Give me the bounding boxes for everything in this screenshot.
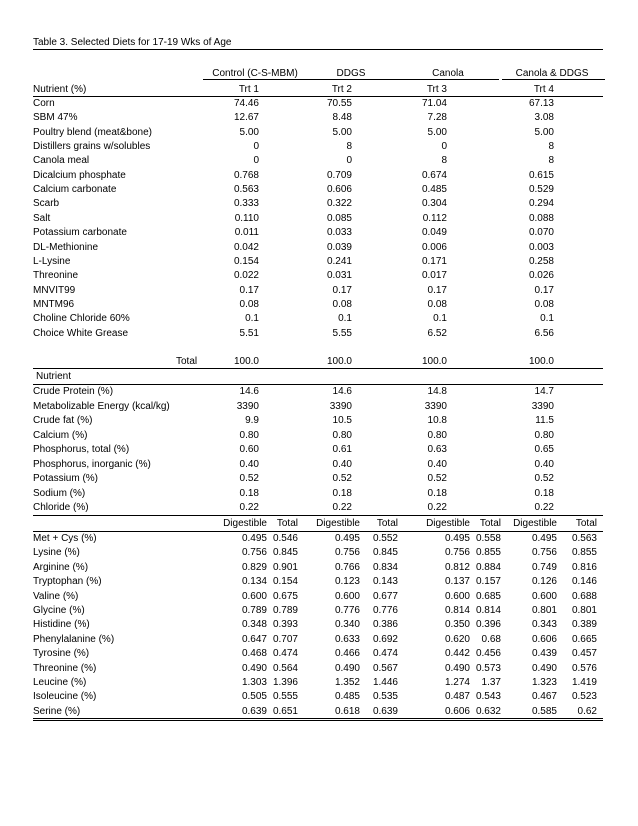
table-cell: 0.855 [571, 547, 597, 559]
table-cell: 10.5 [332, 415, 352, 426]
table-cell: 0.490 [531, 662, 557, 674]
table-cell: 0.031 [326, 270, 352, 282]
table-cell: 0.294 [528, 198, 554, 210]
table-cell: 14.8 [427, 386, 447, 397]
row-label: Salt [33, 212, 51, 224]
table-cell: 0.08 [534, 298, 554, 310]
row-label: Choice White Grease [33, 327, 129, 339]
table-cell: 0.639 [372, 705, 398, 717]
table-cell: 0.756 [444, 547, 470, 559]
table-cell: 0.558 [475, 533, 501, 544]
row-label: Tryptophan (%) [33, 576, 102, 588]
row-label: Crude fat (%) [33, 415, 93, 426]
table-title: Table 3. Selected Diets for 17-19 Wks of Age [33, 37, 232, 48]
row-label: Choline Chloride 60% [33, 313, 130, 325]
table-cell: 0.756 [241, 547, 267, 559]
table-cell: 0.304 [421, 198, 447, 210]
row-label: L-Lysine [33, 255, 71, 267]
table-cell: 0.08 [427, 298, 447, 310]
table-cell: 0.749 [531, 561, 557, 573]
table-cell: 0.17 [239, 284, 259, 296]
table-cell: 0.756 [531, 547, 557, 559]
table-cell: 0.40 [332, 458, 352, 470]
row-label: Potassium carbonate [33, 227, 127, 239]
table-cell: 0.639 [241, 705, 267, 717]
row-label: SBM 47% [33, 112, 78, 124]
row-label: MNTM96 [33, 298, 75, 310]
table-cell: 0.18 [427, 487, 447, 499]
table-cell: 0.343 [531, 619, 557, 631]
trt-header-4: Trt 4 [533, 84, 554, 95]
table-cell: 0.52 [239, 473, 259, 484]
table-cell: 5.00 [332, 126, 352, 138]
row-label: Phenylalanine (%) [33, 633, 115, 645]
table-cell: 0.18 [332, 487, 352, 499]
table-cell: 0.834 [372, 561, 398, 573]
row-label: Poultry blend (meat&bone) [33, 126, 152, 138]
table-cell: 0.63 [427, 444, 447, 455]
table-cell: 0.123 [334, 576, 360, 588]
table-cell: 1.419 [571, 677, 597, 688]
table-cell: 0.632 [475, 705, 501, 717]
table-cell: 0.845 [372, 547, 398, 559]
table-cell: 0.467 [531, 691, 557, 703]
row-label: Tyrosine (%) [33, 648, 90, 660]
row-label: Valine (%) [33, 590, 79, 602]
table-cell: 0.112 [422, 212, 447, 224]
table-cell: 0.042 [233, 241, 259, 253]
amino-header-row [0, 516, 638, 532]
table-cell: 0.552 [372, 533, 398, 544]
table-cell: 0.80 [332, 429, 352, 441]
table-cell: 0.674 [421, 169, 447, 181]
total-cell: 100.0 [326, 356, 352, 367]
table-cell: 0.600 [444, 590, 470, 602]
table-cell: 0.157 [475, 576, 501, 588]
table-cell: 0.022 [233, 270, 259, 282]
table-cell: 0.665 [571, 633, 597, 645]
row-label: Arginine (%) [33, 561, 89, 573]
row-label: Chloride (%) [33, 502, 89, 513]
trt-header-1: Trt 1 [238, 84, 259, 95]
title-underline [33, 49, 603, 50]
table-cell: 0.350 [444, 619, 470, 631]
group-header-canola: Canola [432, 68, 464, 79]
table-cell: 0.466 [334, 648, 360, 660]
table-cell: 0.65 [534, 444, 554, 455]
table-cell: 0.40 [534, 458, 554, 470]
table-cell: 0.884 [475, 561, 501, 573]
digestible-header: Digestible [316, 518, 360, 529]
table-cell: 0.814 [475, 605, 501, 616]
table-cell: 1.396 [272, 677, 298, 688]
table-cell: 1.352 [334, 677, 360, 688]
table-cell: 0.40 [239, 458, 259, 470]
table-cell: 0.110 [234, 212, 259, 224]
table-cell: 14.6 [239, 386, 259, 397]
row-label: Threonine (%) [33, 662, 97, 674]
table-cell: 0.474 [372, 648, 398, 660]
table-cell: 0.62 [577, 705, 597, 717]
table-cell: 0.523 [571, 691, 597, 703]
table-cell: 0.126 [531, 576, 557, 588]
table-cell: 0.490 [241, 662, 267, 674]
row-label: Distillers grains w/solubles [33, 141, 151, 153]
table-cell: 3.08 [534, 112, 554, 124]
table-cell: 0.615 [528, 169, 554, 181]
table-cell: 0.68 [481, 633, 501, 645]
table-cell: 0.845 [272, 547, 298, 559]
table-cell: 0.529 [528, 184, 554, 196]
table-cell: 0.22 [332, 502, 352, 513]
table-cell: 0.789 [272, 605, 298, 616]
row-label: MNVIT99 [33, 284, 76, 296]
table-cell: 8.48 [332, 112, 352, 124]
table-cell: 14.7 [534, 386, 554, 397]
table-cell: 0.52 [332, 473, 352, 484]
table-cell: 1.323 [531, 677, 557, 688]
row-label: Met + Cys (%) [33, 533, 97, 544]
table-cell: 0.22 [427, 502, 447, 513]
table-cell: 0.08 [239, 298, 259, 310]
table-cell: 0.22 [239, 502, 259, 513]
bottom-rule-1 [33, 718, 603, 719]
ingredient-row [0, 326, 638, 342]
row-label: Calcium (%) [33, 429, 88, 441]
table-cell: 0.17 [332, 284, 352, 296]
table-cell: 0.675 [272, 590, 298, 602]
table-cell: 0.600 [241, 590, 267, 602]
table-cell: 0.154 [233, 255, 259, 267]
table-cell: 3390 [236, 400, 259, 412]
row-label: Phosphorus, total (%) [33, 444, 130, 455]
row-label: Phosphorus, inorganic (%) [33, 458, 151, 470]
table-cell: 1.446 [372, 677, 398, 688]
table-cell: 8 [548, 155, 554, 167]
table-cell: 0.535 [372, 691, 398, 703]
table-cell: 0.011 [234, 227, 259, 239]
table-cell: 0.80 [534, 429, 554, 441]
total-cell: 100.0 [233, 356, 259, 367]
table-cell: 0.789 [241, 605, 267, 616]
table-cell: 0.146 [571, 576, 597, 588]
table-cell: 0.495 [241, 533, 267, 544]
table-cell: 0.333 [233, 198, 259, 210]
group-underline-2 [301, 79, 401, 80]
table-cell: 0.003 [528, 241, 554, 253]
table-cell: 0.688 [571, 590, 597, 602]
total-header: Total [575, 518, 597, 529]
table-cell: 0.543 [475, 691, 501, 703]
table-cell: 0.322 [326, 198, 352, 210]
table-cell: 74.46 [233, 98, 259, 109]
table-cell: 71.04 [421, 98, 447, 109]
table-cell: 0.08 [332, 298, 352, 310]
total-cell: 100.0 [421, 356, 447, 367]
trt-header-3: Trt 3 [426, 84, 447, 95]
table-cell: 6.52 [427, 327, 447, 339]
table-cell: 0.766 [334, 561, 360, 573]
row-label: Potassium (%) [33, 473, 99, 484]
table-cell: 3390 [329, 400, 352, 412]
table-cell: 0.468 [241, 648, 267, 660]
total-label: Total [176, 356, 198, 367]
table-cell: 70.55 [326, 98, 352, 109]
table-cell: 0.576 [571, 662, 597, 674]
table-cell: 0.22 [534, 502, 554, 513]
table-cell: 0.340 [334, 619, 360, 631]
table-cell: 0 [253, 141, 259, 153]
row-label: Sodium (%) [33, 487, 86, 499]
table-cell: 0.80 [239, 429, 259, 441]
table-cell: 0.677 [372, 590, 398, 602]
table-cell: 0.026 [528, 270, 554, 282]
row-label: Threonine [33, 270, 79, 282]
row-label: Corn [33, 98, 55, 109]
table-cell: 0.756 [334, 547, 360, 559]
table-cell: 0.049 [421, 227, 447, 239]
table-cell: 3390 [531, 400, 554, 412]
table-cell: 0.563 [571, 533, 597, 544]
table-cell: 0.606 [326, 184, 352, 196]
table-cell: 0.768 [233, 169, 259, 181]
table-cell: 0.829 [241, 561, 267, 573]
nutrient-row [0, 500, 638, 516]
table-cell: 0.241 [326, 255, 352, 267]
table-cell: 0.812 [444, 561, 470, 573]
group-header-control: Control (C-S-MBM) [212, 68, 298, 79]
table-cell: 8 [346, 141, 352, 153]
trt-header-2: Trt 2 [331, 84, 352, 95]
table-cell: 0.776 [334, 605, 360, 616]
table-cell: 0.40 [427, 458, 447, 470]
row-label: Serine (%) [33, 705, 81, 717]
table-cell: 0.707 [272, 633, 298, 645]
table-cell: 0.033 [326, 227, 352, 239]
table-cell: 0.171 [421, 255, 447, 267]
table-cell: 0.490 [334, 662, 360, 674]
total-header: Total [376, 518, 398, 529]
table-cell: 0.567 [372, 662, 398, 674]
table-cell: 5.00 [427, 126, 447, 138]
table-cell: 0 [441, 141, 447, 153]
table-cell: 0.088 [528, 212, 554, 224]
table-cell: 3390 [424, 400, 447, 412]
table-cell: 12.67 [233, 112, 259, 124]
table-cell: 0.564 [272, 662, 298, 674]
table-cell: 10.8 [427, 415, 447, 426]
total-cell: 100.0 [528, 356, 554, 367]
total-header: Total [276, 518, 298, 529]
table-cell: 0.006 [421, 241, 447, 253]
group-underline-3 [397, 79, 499, 80]
table-cell: 0.505 [241, 691, 267, 703]
table-cell: 0.685 [475, 590, 501, 602]
table-cell: 0.18 [239, 487, 259, 499]
table-cell: 5.51 [239, 327, 259, 339]
row-label: Isoleucine (%) [33, 691, 97, 703]
table-cell: 0.396 [475, 619, 501, 631]
table-cell: 0.692 [372, 633, 398, 645]
table-cell: 0.393 [272, 619, 298, 631]
bottom-rule-2 [33, 720, 603, 721]
table-cell: 1.303 [241, 677, 267, 688]
table-cell: 0.134 [241, 576, 267, 588]
table-cell: 0.585 [531, 705, 557, 717]
row-label: Calcium carbonate [33, 184, 117, 196]
group-underline-4 [502, 79, 605, 80]
table-cell: 0.17 [534, 284, 554, 296]
table-cell: 8 [441, 155, 447, 167]
table-cell: 1.37 [481, 677, 501, 688]
row-label: Leucine (%) [33, 677, 87, 688]
table-cell: 0.039 [326, 241, 352, 253]
table-cell: 0.18 [534, 487, 554, 499]
table-cell: 0.801 [571, 605, 597, 616]
nutrient-section-row [0, 369, 638, 385]
table-cell: 0.474 [272, 648, 298, 660]
table-cell: 0.61 [332, 444, 352, 455]
table-cell: 0.495 [444, 533, 470, 544]
table-cell: 0.600 [334, 590, 360, 602]
table-cell: 0.80 [427, 429, 447, 441]
table-cell: 0.495 [531, 533, 557, 544]
total-header: Total [479, 518, 501, 529]
group-header-canola-ddgs: Canola & DDGS [515, 68, 589, 79]
table-cell: 0.258 [528, 255, 554, 267]
digestible-header: Digestible [223, 518, 267, 529]
nutrient-section-label: Nutrient [36, 371, 72, 382]
table-cell: 9.9 [245, 415, 259, 426]
table-cell: 5.00 [239, 126, 259, 138]
digestible-header: Digestible [426, 518, 470, 529]
table-cell: 0.620 [444, 633, 470, 645]
table-cell: 0.456 [475, 648, 501, 660]
table-cell: 0.816 [571, 561, 597, 573]
table-cell: 0.901 [272, 561, 298, 573]
table-cell: 0.457 [571, 648, 597, 660]
nutrient-header: Nutrient (%) [33, 84, 87, 95]
table-cell: 0.154 [272, 576, 298, 588]
table-cell: 0.137 [444, 576, 470, 588]
table-cell: 0.606 [531, 633, 557, 645]
table-cell: 0.709 [326, 169, 352, 181]
row-label: DL-Methionine [33, 241, 99, 253]
table-cell: 0.085 [326, 212, 352, 224]
table-cell: 0.52 [534, 473, 554, 484]
table-cell: 0.389 [571, 619, 597, 631]
table-cell: 0.485 [421, 184, 447, 196]
table-cell: 0.600 [531, 590, 557, 602]
table-cell: 0.546 [272, 533, 298, 544]
table-cell: 0.647 [241, 633, 267, 645]
row-label: Metabolizable Energy (kcal/kg) [33, 400, 170, 412]
row-label: Histidine (%) [33, 619, 90, 631]
row-label: Glycine (%) [33, 605, 85, 616]
table-cell: 0.348 [241, 619, 267, 631]
digestible-header: Digestible [513, 518, 557, 529]
table-cell: 0.555 [272, 691, 298, 703]
table-cell: 67.13 [528, 98, 554, 109]
table-cell: 0.439 [531, 648, 557, 660]
group-underline-1 [203, 79, 309, 80]
table-cell: 0.814 [444, 605, 470, 616]
table-cell: 6.56 [534, 327, 554, 339]
table-cell: 0.143 [372, 576, 398, 588]
row-label: Dicalcium phosphate [33, 169, 126, 181]
table-cell: 0.386 [372, 619, 398, 631]
table-cell: 0.442 [444, 648, 470, 660]
table-cell: 0.801 [531, 605, 557, 616]
row-label: Scarb [33, 198, 60, 210]
table-cell: 5.00 [534, 126, 554, 138]
table-cell: 0.633 [334, 633, 360, 645]
table-cell: 14.6 [332, 386, 352, 397]
table-cell: 0.487 [444, 691, 470, 703]
table-cell: 0.563 [233, 184, 259, 196]
table-cell: 0.573 [475, 662, 501, 674]
row-label: Canola meal [33, 155, 90, 167]
table-cell: 0 [253, 155, 259, 167]
table-cell: 0.52 [427, 473, 447, 484]
table-cell: 0.1 [338, 313, 352, 325]
table-cell: 0.618 [334, 705, 360, 717]
table-cell: 7.28 [427, 112, 447, 124]
table-cell: 0 [346, 155, 352, 167]
table-cell: 0.490 [444, 662, 470, 674]
table-cell: 0.855 [475, 547, 501, 559]
table-cell: 0.17 [427, 284, 447, 296]
table-cell: 0.606 [444, 705, 470, 717]
table-cell: 0.1 [540, 313, 554, 325]
group-header-ddgs: DDGS [336, 68, 366, 79]
row-label: Lysine (%) [33, 547, 80, 559]
row-label: Crude Protein (%) [33, 386, 114, 397]
table-cell: 0.485 [334, 691, 360, 703]
table-cell: 1.274 [444, 677, 470, 688]
table-cell: 0.1 [433, 313, 447, 325]
table-cell: 0.651 [272, 705, 298, 717]
table-cell: 0.017 [421, 270, 447, 282]
table-cell: 8 [548, 141, 554, 153]
table-cell: 0.60 [239, 444, 259, 455]
table-cell: 0.776 [372, 605, 398, 616]
table-cell: 0.1 [245, 313, 259, 325]
table-cell: 11.5 [535, 415, 554, 426]
table-cell: 0.070 [528, 227, 554, 239]
table-cell: 0.495 [334, 533, 360, 544]
table-cell: 5.55 [332, 327, 352, 339]
